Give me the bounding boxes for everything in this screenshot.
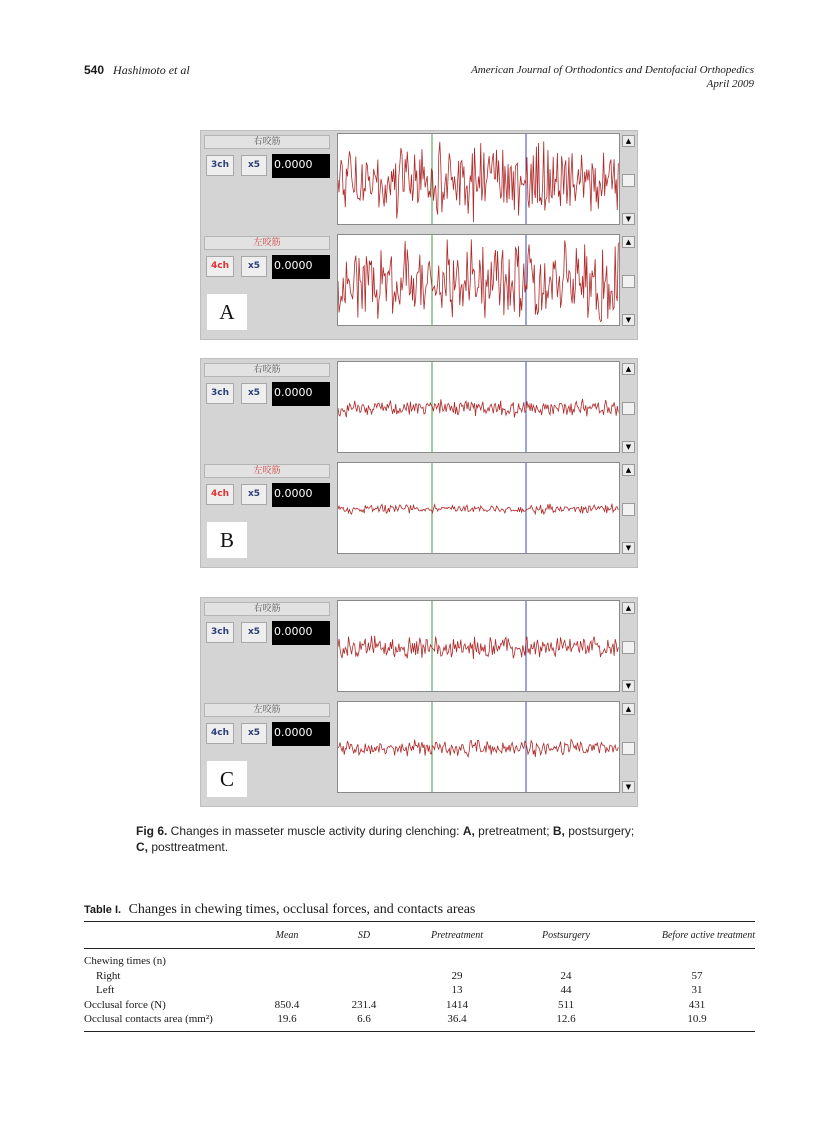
table-cell: 850.4 <box>274 998 300 1011</box>
emg-signal-trace <box>338 504 618 514</box>
channel-select-button[interactable]: 3ch <box>206 622 234 643</box>
scroll-up-button[interactable]: ▲ <box>622 602 635 614</box>
emg-signal-trace <box>338 739 618 756</box>
table-header-rule <box>84 948 755 949</box>
emg-channel <box>201 232 639 328</box>
row-label: Occlusal force (N) <box>84 998 166 1011</box>
table-row <box>0 1013 838 1027</box>
table-label: Table I. <box>84 904 122 916</box>
row-label: Occlusal contacts area (mm²) <box>84 1013 213 1025</box>
scrollbar-thumb[interactable] <box>622 641 635 654</box>
emg-waveform-plot <box>337 462 620 554</box>
table-cell: 12.6 <box>556 1013 576 1025</box>
col-header-before-active: Before active treatment <box>661 930 755 941</box>
gain-button[interactable]: x5 <box>241 383 267 404</box>
table-row <box>0 999 838 1013</box>
channel-select-button[interactable]: 3ch <box>206 383 234 404</box>
emg-channel <box>201 699 639 795</box>
col-header-postsurgery: Postsurgery <box>542 930 590 941</box>
journal-name: American Journal of Orthodontics and Dentofacial Orthopedics <box>471 64 754 76</box>
table-cell: 29 <box>451 969 463 982</box>
gain-button[interactable]: x5 <box>241 256 267 277</box>
scroll-down-button[interactable]: ▼ <box>622 314 635 326</box>
emg-signal-trace <box>338 239 618 321</box>
emg-channel <box>201 460 639 556</box>
channel-select-button[interactable]: 3ch <box>206 155 234 176</box>
row-label: Left <box>96 984 115 996</box>
caption-text-4: posttreatment. <box>148 840 229 854</box>
scroll-up-button[interactable]: ▲ <box>622 363 635 375</box>
scrollbar-thumb[interactable] <box>622 402 635 415</box>
scrollbar-thumb[interactable] <box>622 742 635 755</box>
value-readout: 0.0000 <box>272 382 330 406</box>
emg-waveform-plot <box>337 701 620 793</box>
table-cell: 6.6 <box>357 1013 371 1025</box>
col-header-pretreatment: Pretreatment <box>430 930 484 941</box>
gain-button[interactable]: x5 <box>241 155 267 176</box>
emg-signal-trace <box>338 141 618 222</box>
row-label: Chewing times (n) <box>84 955 166 967</box>
channel-title: 左咬筋 <box>204 464 330 478</box>
table-cell: 31 <box>691 984 703 996</box>
panel-label: C <box>207 761 247 797</box>
emg-waveform-svg <box>338 702 620 793</box>
channel-title: 左咬筋 <box>204 236 330 250</box>
scrollbar-thumb[interactable] <box>622 503 635 516</box>
table-cell: 36.4 <box>447 1013 467 1025</box>
channel-title: 右咬筋 <box>204 602 330 616</box>
emg-channel <box>201 598 639 694</box>
caption-label: Fig 6. <box>136 824 168 838</box>
row-label: Right <box>96 969 121 982</box>
emg-waveform-plot <box>337 133 620 225</box>
channel-title: 右咬筋 <box>204 363 330 377</box>
table-row <box>0 970 838 984</box>
scroll-down-button[interactable]: ▼ <box>622 680 635 692</box>
channel-select-button[interactable]: 4ch <box>206 256 234 277</box>
emg-channel <box>201 359 639 455</box>
caption-b: B, <box>552 824 565 838</box>
scroll-down-button[interactable]: ▼ <box>622 441 635 453</box>
gain-button[interactable]: x5 <box>241 484 267 505</box>
panel-label: A <box>207 294 247 330</box>
emg-signal-trace <box>338 636 618 659</box>
table-cell: 431 <box>688 998 706 1011</box>
table-cell: 44 <box>560 984 572 996</box>
table-cell: 13 <box>451 984 463 996</box>
scroll-down-button[interactable]: ▼ <box>622 542 635 554</box>
figure-caption <box>136 823 716 855</box>
value-readout: 0.0000 <box>272 621 330 645</box>
table-cell: 57 <box>691 969 703 982</box>
caption-text-3: postsurgery; <box>564 824 635 838</box>
emg-waveform-plot <box>337 234 620 326</box>
table-top-rule <box>84 921 755 922</box>
channel-title: 右咬筋 <box>204 135 330 149</box>
emg-waveform-svg <box>338 362 620 453</box>
caption-text-2: pretreatment; <box>474 824 553 838</box>
emg-channel <box>201 131 639 227</box>
gain-button[interactable]: x5 <box>241 622 267 643</box>
value-readout: 0.0000 <box>272 722 330 746</box>
table-cell: 511 <box>557 998 575 1011</box>
emg-panel-b <box>200 358 638 568</box>
scroll-up-button[interactable]: ▲ <box>622 236 635 248</box>
channel-select-button[interactable]: 4ch <box>206 484 234 505</box>
col-header-sd: SD <box>357 930 371 941</box>
col-header-mean: Mean <box>275 930 299 941</box>
emg-waveform-plot <box>337 361 620 453</box>
running-header-right <box>471 63 754 91</box>
table-row <box>0 955 838 969</box>
author-names: Hashimoto et al <box>113 63 190 77</box>
page-number: 540 <box>84 63 105 77</box>
value-readout: 0.0000 <box>272 154 330 178</box>
scroll-up-button[interactable]: ▲ <box>622 703 635 715</box>
table-cell: 19.6 <box>277 1013 297 1025</box>
table-bottom-rule <box>84 1031 755 1032</box>
caption-text-1: Changes in masseter muscle activity during clenching: <box>167 824 463 838</box>
running-header-left <box>84 63 190 78</box>
table-row <box>0 984 838 998</box>
scrollbar-thumb[interactable] <box>622 275 635 288</box>
panel-label: B <box>207 522 247 558</box>
table-cell: 231.4 <box>351 998 377 1011</box>
caption-c: C, <box>136 840 148 854</box>
table-title-text: Changes in chewing times, occlusal forces, and contacts areas <box>128 902 476 917</box>
caption-a: A, <box>462 824 475 838</box>
emg-waveform-svg <box>338 601 620 692</box>
scroll-up-button[interactable]: ▲ <box>622 464 635 476</box>
value-readout: 0.0000 <box>272 255 330 279</box>
channel-select-button[interactable]: 4ch <box>206 723 234 744</box>
emg-waveform-svg <box>338 235 620 326</box>
emg-signal-trace <box>338 399 618 418</box>
emg-waveform-svg <box>338 134 620 225</box>
scroll-up-button[interactable]: ▲ <box>622 135 635 147</box>
emg-panel-a <box>200 130 638 340</box>
issue-date: April 2009 <box>706 78 754 90</box>
channel-title: 左咬筋 <box>204 703 330 717</box>
table-cell: 1414 <box>446 998 468 1011</box>
scrollbar-thumb[interactable] <box>622 174 635 187</box>
value-readout: 0.0000 <box>272 483 330 507</box>
table-title <box>84 902 475 918</box>
table-cell: 10.9 <box>687 1013 707 1025</box>
table-cell: 24 <box>560 969 572 982</box>
scroll-down-button[interactable]: ▼ <box>622 781 635 793</box>
emg-waveform-plot <box>337 600 620 692</box>
emg-waveform-svg <box>338 463 620 554</box>
emg-panel-c <box>200 597 638 807</box>
scroll-down-button[interactable]: ▼ <box>622 213 635 225</box>
gain-button[interactable]: x5 <box>241 723 267 744</box>
